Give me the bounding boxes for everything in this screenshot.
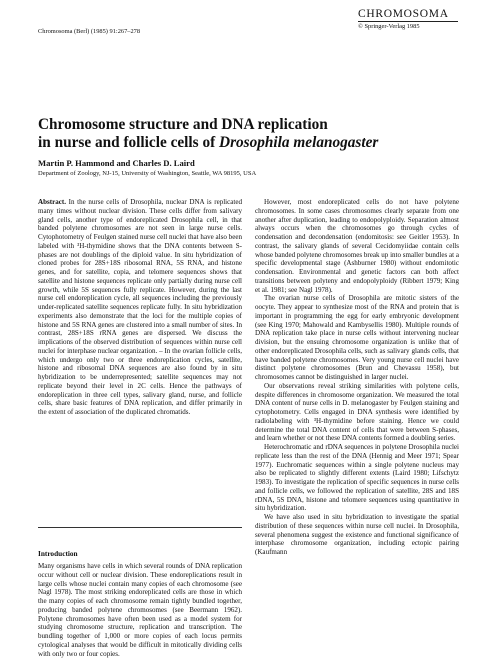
title-species: Drosophila melanogaster <box>219 133 379 151</box>
authors: Martin P. Hammond and Charles D. Laird <box>38 158 195 168</box>
title-line-1: Chromosome structure and DNA replication <box>38 116 328 133</box>
abstract-text: In the nurse cells of Drosophila, nuclear DNA is replicated many times without nuclear division. These cells differ from salivary gland cells, another type of endoreplicated Drosophila cell, in that banded polytene chromosomes are not seen in large nurse cells. Cytophotometry of Feulgen stained nurse cell nuclei that have also been labeled with ³H-thymidine shows that the DNA contents between S-phases are not doublings of the diploid value. In situ hybridization of cloned probes for 28S+18S ribosomal RNA, 5S RNA, and histone genes, and for satellite, copia, and telomere sequences shows that satellite and histone sequences replicate only partially during nurse cell growth, while 5S sequences fully replicate. However, during the last nurse cell endoreplication cycle, all sequences including the previously under-replicated satellite sequences replicate fully. In situ hybridization experiments also demonstrate that the loci for the multiple copies of histone and 5S RNA genes are clustered into a small number of sites. In contrast, 28S+18S rRNA genes are dispersed. We discuss the implications of the observed distribution of sequences within nurse cell nuclei for interphase nuclear organization. – In the ovarian follicle cells, which undergo only two or three endoreplication cycles, satellite, histone and ribosomal DNA sequences are also found by in situ hybridization to be underrepresented; satellite sequences may not replicate beyond their level in 2C cells. Hence the pathways of endoreplication in three cell types, salivary gland, nurse, and follicle cells, share basic features of DNA replication, and differ primarily in the extent of association of the duplicated chromatids. <box>38 198 242 416</box>
title-line-2 <box>38 134 468 152</box>
introduction-heading: Introduction <box>38 549 78 558</box>
body-paragraph-3: Our observations reveal striking similarities with polytene cells, despite differences in chromosome organization. We measured the total DNA content of nurse cells in D. melanogaster by Feulgen staining and cytophotometry. Cells engaged in DNA synthesis were identified by radiolabeling with ³H-thymidine before staining. Hence we could determine the total DNA content of cells that were between S-phases, and learn whether or not these DNA contents formed a doubling series. <box>255 381 459 443</box>
right-column <box>255 198 459 557</box>
abstract-label: Abstract. <box>38 198 66 206</box>
journal-masthead <box>358 8 458 31</box>
body-paragraph-1: However, most endoreplicated cells do not have polytene chromosomes. In some cases chromosomes clearly separate from one another after duplication, leading to endopolyploidy. Separation almost always occurs when the chromosomes go through cycles of condensation and decondensation (endomitosis: see Geitler 1953). In contrast, the salivary glands of several Cecidomyiidae contain cells whose banded polytene chromosomes break up into smaller bundles at a specific developmental stage (Ashburner 1980) without endomitotic condensation. Environmental and genetic factors can both affect transitions between polyteny and endopolyploidy (Ribbert 1979; King et al. 1981; see Nagl 1978). <box>255 198 459 294</box>
body-paragraph-4: Heterochromatic and rDNA sequences in polytene Drosophila nuclei replicate less than the rest of the DNA (Hennig and Meer 1971; Spear 1977). Euchromatic sequences within a single polytene nucleus may also be replicated to slightly different extents (Laird 1980; Lifschytz 1983). To investigate the replication of specific sequences in nurse cells and follicle cells, we followed the replication of satellite, 28S and 18S rDNA, 5S DNA, histone and telomere sequences using quantitative in situ hybridization. <box>255 443 459 513</box>
affiliation: Department of Zoology, NJ-15, University of Washington, Seattle, WA 98195, USA <box>38 170 257 177</box>
abstract <box>38 198 242 417</box>
abstract-divider <box>38 527 242 528</box>
abstract-column <box>38 198 242 417</box>
intro-paragraph-1: Many organisms have cells in which several rounds of DNA replication occur without cell or nuclear division. These endoreplications result in large cells whose nuclei contain many copies of each chromosome (see Nagl 1978). The most striking endoreplicated cells are those in which the many copies of each chromosome remain tightly bundled together, producing banded polytene chromosomes (see Beermann 1962). Polytene chromosomes have often been used as a model system for studying chromosome structure, replication and transcription. The bundling together of 1,000 or more copies of each locus permits cytological analyses that would be difficult in mitotically dividing cells with only two or four copies. <box>38 562 242 658</box>
body-paragraph-2: The ovarian nurse cells of Drosophila are mitotic sisters of the oocyte. They appear to synthesize most of the RNA and protein that is important in programming the egg for early embryonic development (see King 1970; Mahowald and Kambysellis 1980). Multiple rounds of DNA replication take place in nurse cells without intervening nuclear division, but the ensuing chromosome organization is unlike that of other endoreplicated Drosophila cells, such as salivary glands cells, that have banded polytene chromosomes. Very young nurse cell nuclei have distinct polytene chromosomes (Brun and Chevassu 1958), but chromosomes cannot be distinguished in larger nuclei. <box>255 294 459 381</box>
body-paragraph-5: We have also used in situ hybridization to investigate the spatial distribution of these sequences within nurse cell nuclei. In Drosophila, several phenomena suggest the existence and functional significance of interphase chromosome organization, including ectopic pairing (Kaufmann <box>255 513 459 556</box>
introduction-column <box>38 562 242 658</box>
copyright-notice: © Springer-Verlag 1985 <box>358 23 420 30</box>
title-line-2-prefix: in nurse and follicle cells of <box>38 133 220 151</box>
masthead-rule <box>358 21 458 22</box>
journal-citation: Chromosoma (Berl) (1985) 91:267–278 <box>38 28 141 35</box>
journal-name: CHROMOSOMA <box>358 8 449 20</box>
article-title <box>38 116 468 151</box>
